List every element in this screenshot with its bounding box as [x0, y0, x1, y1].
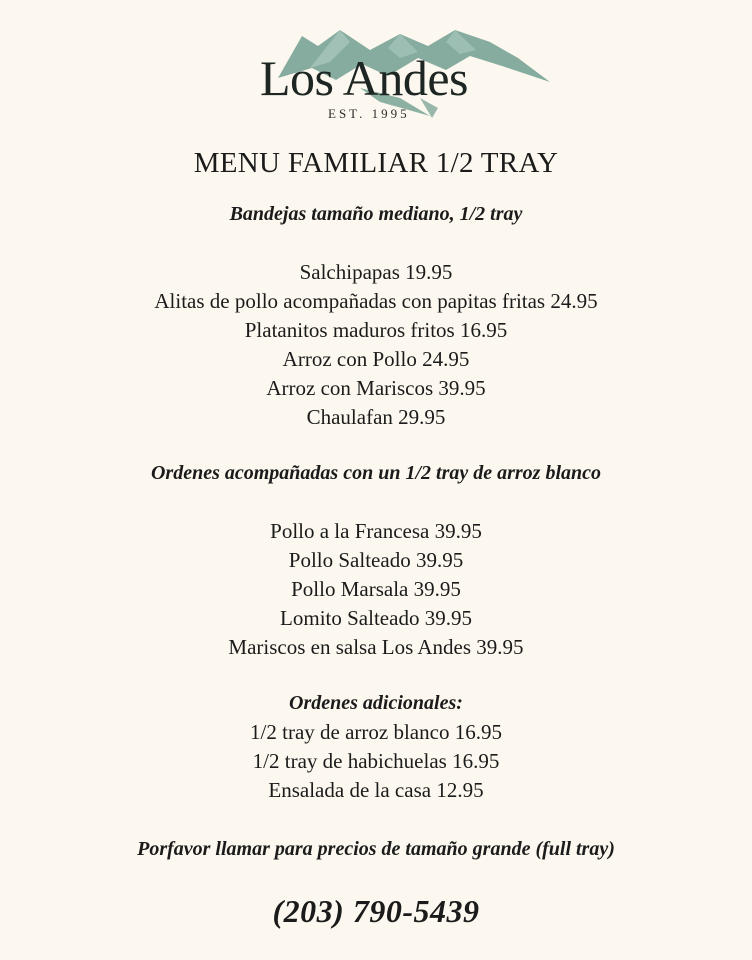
menu-item: Pollo Marsala 39.95 — [291, 577, 461, 601]
phone-number: (203) 790-5439 — [272, 893, 480, 929]
full-tray-note: Porfavor llamar para precios de tamaño grande (full tray) — [137, 838, 615, 860]
logo-established: EST. 1995 — [328, 106, 410, 121]
menu-item: Chaulafan 29.95 — [306, 405, 446, 429]
menu-title: MENU FAMILIAR 1/2 TRAY — [193, 147, 559, 179]
section-heading: Ordenes adicionales: — [289, 692, 463, 714]
menu-item: Lomito Salteado 39.95 — [280, 606, 472, 630]
logo — [250, 28, 560, 128]
menu-item: Ensalada de la casa 12.95 — [268, 778, 484, 802]
menu-item: Pollo a la Francesa 39.95 — [270, 519, 482, 543]
menu-item: Platanitos maduros fritos 16.95 — [244, 318, 508, 342]
menu-item: Pollo Salteado 39.95 — [288, 548, 464, 572]
menu-item: 1/2 tray de habichuelas 16.95 — [252, 749, 500, 773]
section-heading: Ordenes acompañadas con un 1/2 tray de arroz blanco — [150, 462, 602, 484]
logo-name: Los Andes — [260, 50, 468, 106]
menu-item: Alitas de pollo acompañadas con papitas fritas 24.95 — [154, 289, 598, 313]
section-heading: Bandejas tamaño mediano, 1/2 tray — [229, 203, 523, 225]
menu-item: Arroz con Pollo 24.95 — [282, 347, 470, 371]
menu-item: 1/2 tray de arroz blanco 16.95 — [250, 720, 502, 744]
menu-item: Mariscos en salsa Los Andes 39.95 — [228, 635, 524, 659]
menu-item: Arroz con Mariscos 39.95 — [266, 376, 486, 400]
menu-item: Salchipapas 19.95 — [299, 260, 453, 284]
